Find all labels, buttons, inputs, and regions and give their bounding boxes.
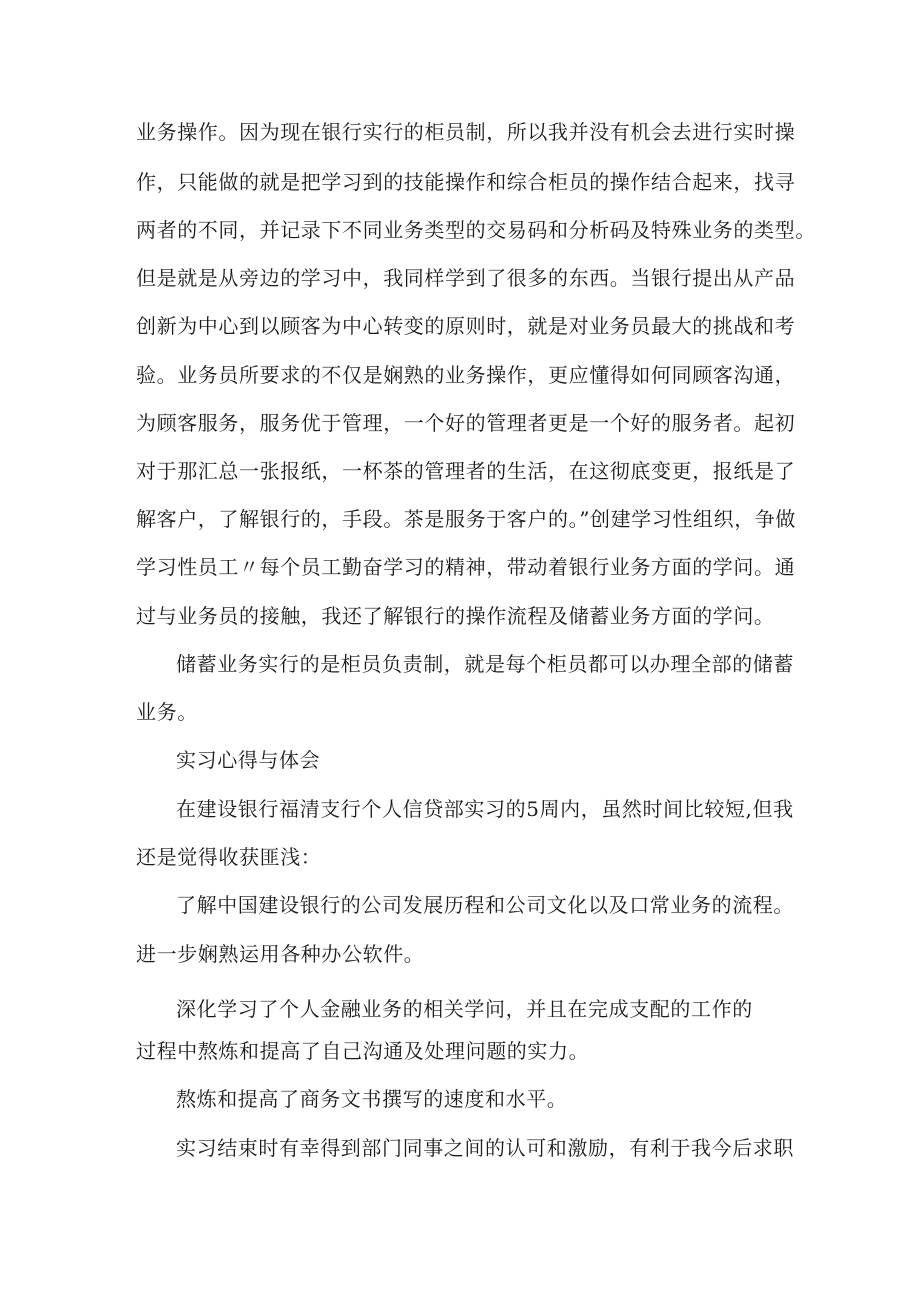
paragraph-line: 为顾客服务，服务优于管理，一个好的管理者更是一个好的服务者。起初 xyxy=(136,411,796,435)
paragraph-line: 学习性员工〃每个员工勤奋学习的精神，带动着银行业务方面的学问。通 xyxy=(136,555,796,579)
paragraph-line: 在建设银行福清支行个人信贷部实习的5周内，虽然时间比较短,但我 xyxy=(176,797,794,821)
paragraph-line: 但是就是从旁边的学习中，我同样学到了很多的东西。当银行提出从产品 xyxy=(136,266,796,290)
paragraph-line: 作，只能做的就是把学习到的技能操作和综合柜员的操作结合起来，找寻 xyxy=(136,170,796,194)
paragraph-line: 过程中熬炼和提高了自己沟通及处理问题的实力。 xyxy=(136,1039,590,1063)
paragraph-line: 了解中国建设银行的公司发展历程和公司文化以及口常业务的流程。 xyxy=(176,893,794,917)
paragraph-line: 实习结束时有幸得到部门同事之间的认可和激励，有利于我今后求职 xyxy=(176,1136,794,1160)
paragraph-line: 解客户，了解银行的，手段。茶是服务于客户的。”创建学习性组织，争做 xyxy=(136,507,797,531)
paragraph-line: 储蓄业务实行的是柜员负责制，就是每个柜员都可以办理全部的储蓄 xyxy=(176,652,794,676)
paragraph-line: 业务操作。因为现在银行实行的柜员制，所以我并没有机会去进行实时操 xyxy=(136,120,796,144)
paragraph-line: 进一步娴熟运用各种办公软件。 xyxy=(136,942,425,966)
paragraph-line: 验。业务员所要求的不仅是娴熟的业务操作，更应懂得如何同顾客沟通， xyxy=(136,363,796,387)
paragraph-line: 还是觉得收获匪浅： xyxy=(136,845,322,869)
paragraph-line: 深化学习了个人金融业务的相关学问，并且在完成支配的工作的 xyxy=(176,997,753,1021)
paragraph-line: 对于那汇总一张报纸，一杯茶的管理者的生活，在这彻底变更，报纸是了 xyxy=(136,459,796,483)
paragraph-line: 两者的不同，并记录下不同业务类型的交易码和分析码及特殊业务的类型。 xyxy=(136,218,816,242)
paragraph-line: 熬炼和提高了商务文书撰写的速度和水平。 xyxy=(176,1087,568,1111)
section-heading: 实习心得与体会 xyxy=(176,748,321,772)
paragraph-line: 业务。 xyxy=(136,700,198,724)
paragraph-line: 创新为中心到以顾客为中心转变的原则时，就是对业务员最大的挑战和考 xyxy=(136,314,796,338)
paragraph-line: 过与业务员的接触，我还了解银行的操作流程及储蓄业务方面的学问。 xyxy=(136,604,775,628)
